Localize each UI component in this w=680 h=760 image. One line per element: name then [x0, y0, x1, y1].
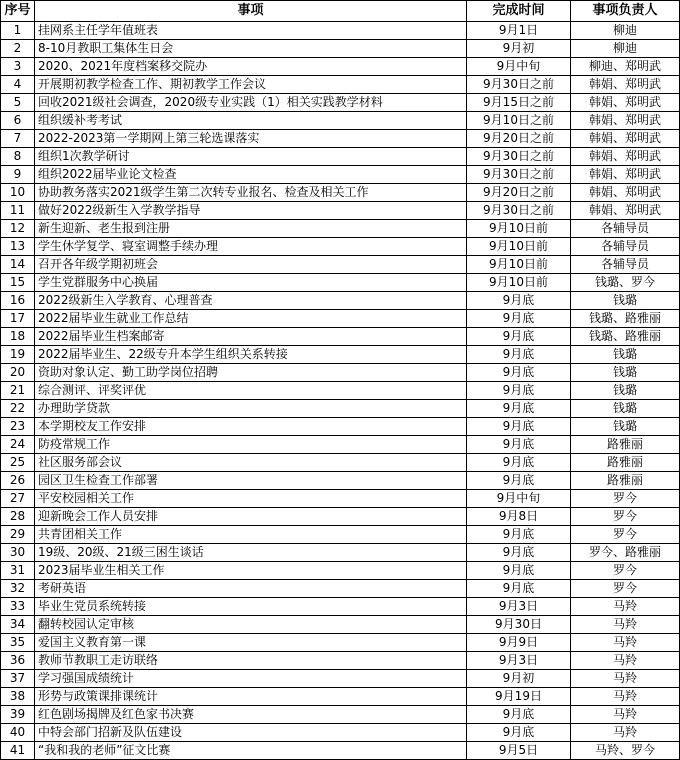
owner-cell: 路雅丽	[571, 472, 680, 490]
owner-cell: 路雅丽	[571, 436, 680, 454]
owner-cell: 马羚	[571, 724, 680, 742]
time-cell: 9月底	[467, 310, 571, 328]
header-owner: 事项负责人	[571, 1, 680, 22]
time-cell: 9月底	[467, 526, 571, 544]
item-cell: 爱国主义教育第一课	[35, 634, 467, 652]
no-cell: 10	[1, 184, 35, 202]
table-row	[1, 436, 680, 454]
table-row	[1, 184, 680, 202]
time-cell: 9月底	[467, 400, 571, 418]
table-row	[1, 724, 680, 742]
time-cell: 9月中旬	[467, 490, 571, 508]
time-cell: 9月底	[467, 382, 571, 400]
item-cell: 学生休学复学、寝室调整手续办理	[35, 238, 467, 256]
time-cell: 9月5日	[467, 742, 571, 760]
item-cell: 平安校园相关工作	[35, 490, 467, 508]
table-row	[1, 526, 680, 544]
item-cell: 2022届毕业生就业工作总结	[35, 310, 467, 328]
time-cell: 9月30日	[467, 616, 571, 634]
item-cell: 2020、2021年度档案移交院办	[35, 58, 467, 76]
item-cell: 回收2021级社会调查，2020级专业实践（1）相关实践教学材料	[35, 94, 467, 112]
time-cell: 9月9日	[467, 634, 571, 652]
owner-cell: 马羚	[571, 670, 680, 688]
time-cell: 9月底	[467, 292, 571, 310]
no-cell: 36	[1, 652, 35, 670]
item-cell: 2022届毕业生档案邮寄	[35, 328, 467, 346]
item-cell: 本学期校友工作安排	[35, 418, 467, 436]
item-cell: “我和我的老师”征文比赛	[35, 742, 467, 760]
no-cell: 18	[1, 328, 35, 346]
no-cell: 17	[1, 310, 35, 328]
table-row	[1, 652, 680, 670]
owner-cell: 各辅导员	[571, 256, 680, 274]
item-cell: 毕业生党员系统转接	[35, 598, 467, 616]
no-cell: 12	[1, 220, 35, 238]
header-item: 事项	[35, 1, 467, 22]
table-row	[1, 202, 680, 220]
time-cell: 9月15日之前	[467, 94, 571, 112]
item-cell: 2022级新生入学教育、心理普查	[35, 292, 467, 310]
table-body	[1, 22, 680, 760]
item-cell: 防疫常规工作	[35, 436, 467, 454]
owner-cell: 马羚	[571, 616, 680, 634]
time-cell: 9月8日	[467, 508, 571, 526]
item-cell: 资助对象认定、勤工助学岗位招聘	[35, 364, 467, 382]
time-cell: 9月10日前	[467, 220, 571, 238]
table-row	[1, 544, 680, 562]
item-cell: 学习强国成绩统计	[35, 670, 467, 688]
owner-cell: 韩娟、郑明武	[571, 76, 680, 94]
time-cell: 9月底	[467, 364, 571, 382]
owner-cell: 韩娟、郑明武	[571, 130, 680, 148]
owner-cell: 韩娟、郑明武	[571, 166, 680, 184]
time-cell: 9月30日之前	[467, 148, 571, 166]
owner-cell: 马羚	[571, 706, 680, 724]
no-cell: 29	[1, 526, 35, 544]
item-cell: 迎新晚会工作人员安排	[35, 508, 467, 526]
table-row	[1, 166, 680, 184]
no-cell: 20	[1, 364, 35, 382]
table-row	[1, 112, 680, 130]
no-cell: 32	[1, 580, 35, 598]
time-cell: 9月初	[467, 40, 571, 58]
table-row	[1, 490, 680, 508]
item-cell: 组织缓补考考试	[35, 112, 467, 130]
item-cell: 2022届毕业生、22级专升本学生组织关系转接	[35, 346, 467, 364]
time-cell: 9月20日之前	[467, 184, 571, 202]
time-cell: 9月底	[467, 346, 571, 364]
time-cell: 9月19日	[467, 688, 571, 706]
owner-cell: 钱璐	[571, 400, 680, 418]
table-row	[1, 634, 680, 652]
table-row	[1, 706, 680, 724]
no-cell: 22	[1, 400, 35, 418]
no-cell: 37	[1, 670, 35, 688]
owner-cell: 马羚	[571, 598, 680, 616]
owner-cell: 钱璐	[571, 364, 680, 382]
item-cell: 办理助学贷款	[35, 400, 467, 418]
no-cell: 24	[1, 436, 35, 454]
time-cell: 9月10日前	[467, 274, 571, 292]
item-cell: 综合测评、评奖评优	[35, 382, 467, 400]
item-cell: 2022-2023第一学期网上第三轮选课落实	[35, 130, 467, 148]
table-row	[1, 346, 680, 364]
item-cell: 2023届毕业生相关工作	[35, 562, 467, 580]
owner-cell: 马羚	[571, 634, 680, 652]
no-cell: 30	[1, 544, 35, 562]
table-row	[1, 238, 680, 256]
time-cell: 9月底	[467, 454, 571, 472]
item-cell: 社区服务部会议	[35, 454, 467, 472]
item-cell: 组织1次教学研讨	[35, 148, 467, 166]
table-row	[1, 58, 680, 76]
table-row	[1, 22, 680, 40]
no-cell: 8	[1, 148, 35, 166]
table-row	[1, 562, 680, 580]
item-cell: 形势与政策课排课统计	[35, 688, 467, 706]
no-cell: 41	[1, 742, 35, 760]
table-row	[1, 454, 680, 472]
owner-cell: 罗今	[571, 562, 680, 580]
item-cell: 共青团相关工作	[35, 526, 467, 544]
no-cell: 1	[1, 22, 35, 40]
item-cell: 翻转校园认定审核	[35, 616, 467, 634]
owner-cell: 柳迪	[571, 40, 680, 58]
table-row	[1, 256, 680, 274]
no-cell: 19	[1, 346, 35, 364]
owner-cell: 马羚、罗今	[571, 742, 680, 760]
item-cell: 开展期初教学检查工作、期初教学工作会议	[35, 76, 467, 94]
no-cell: 35	[1, 634, 35, 652]
no-cell: 2	[1, 40, 35, 58]
table-row	[1, 616, 680, 634]
table-row	[1, 364, 680, 382]
table-row	[1, 40, 680, 58]
time-cell: 9月30日之前	[467, 166, 571, 184]
time-cell: 9月3日	[467, 598, 571, 616]
item-cell: 教师节教职工走访联络	[35, 652, 467, 670]
time-cell: 9月10日之前	[467, 112, 571, 130]
owner-cell: 钱璐、路雅丽	[571, 328, 680, 346]
owner-cell: 钱璐	[571, 382, 680, 400]
time-cell: 9月初	[467, 670, 571, 688]
owner-cell: 钱璐、罗今	[571, 274, 680, 292]
table-row	[1, 580, 680, 598]
time-cell: 9月3日	[467, 652, 571, 670]
item-cell: 红色剧场揭牌及红色家书决赛	[35, 706, 467, 724]
table-row	[1, 220, 680, 238]
owner-cell: 韩娟、郑明武	[571, 202, 680, 220]
owner-cell: 马羚	[571, 652, 680, 670]
no-cell: 34	[1, 616, 35, 634]
item-cell: 考研英语	[35, 580, 467, 598]
owner-cell: 钱璐	[571, 292, 680, 310]
no-cell: 31	[1, 562, 35, 580]
time-cell: 9月底	[467, 472, 571, 490]
no-cell: 39	[1, 706, 35, 724]
no-cell: 15	[1, 274, 35, 292]
item-cell: 中特会部门招新及队伍建设	[35, 724, 467, 742]
table-row	[1, 328, 680, 346]
table-row	[1, 400, 680, 418]
no-cell: 14	[1, 256, 35, 274]
time-cell: 9月30日之前	[467, 76, 571, 94]
table-row	[1, 688, 680, 706]
time-cell: 9月10日前	[467, 256, 571, 274]
table-row	[1, 418, 680, 436]
time-cell: 9月底	[467, 328, 571, 346]
time-cell: 9月20日之前	[467, 130, 571, 148]
no-cell: 33	[1, 598, 35, 616]
owner-cell: 韩娟、郑明武	[571, 112, 680, 130]
no-cell: 3	[1, 58, 35, 76]
item-cell: 做好2022级新生入学教学指导	[35, 202, 467, 220]
no-cell: 26	[1, 472, 35, 490]
item-cell: 园区卫生检查工作部署	[35, 472, 467, 490]
owner-cell: 柳迪	[571, 22, 680, 40]
item-cell: 组织2022届毕业论文检查	[35, 166, 467, 184]
no-cell: 21	[1, 382, 35, 400]
no-cell: 5	[1, 94, 35, 112]
no-cell: 40	[1, 724, 35, 742]
table-row	[1, 472, 680, 490]
item-cell: 新生迎新、老生报到注册	[35, 220, 467, 238]
time-cell: 9月底	[467, 706, 571, 724]
time-cell: 9月底	[467, 724, 571, 742]
owner-cell: 韩娟、郑明武	[571, 94, 680, 112]
time-cell: 9月底	[467, 436, 571, 454]
no-cell: 27	[1, 490, 35, 508]
owner-cell: 罗今	[571, 508, 680, 526]
no-cell: 38	[1, 688, 35, 706]
table-row	[1, 292, 680, 310]
owner-cell: 罗今	[571, 580, 680, 598]
table-row	[1, 508, 680, 526]
owner-cell: 罗今	[571, 526, 680, 544]
time-cell: 9月30日之前	[467, 202, 571, 220]
table-row	[1, 94, 680, 112]
header-row	[1, 1, 680, 22]
time-cell: 9月中旬	[467, 58, 571, 76]
no-cell: 25	[1, 454, 35, 472]
table-row	[1, 382, 680, 400]
owner-cell: 路雅丽	[571, 454, 680, 472]
no-cell: 7	[1, 130, 35, 148]
table-row	[1, 130, 680, 148]
owner-cell: 罗今	[571, 490, 680, 508]
no-cell: 23	[1, 418, 35, 436]
owner-cell: 各辅导员	[571, 238, 680, 256]
no-cell: 11	[1, 202, 35, 220]
item-cell: 学生党群服务中心换届	[35, 274, 467, 292]
time-cell: 9月10日前	[467, 238, 571, 256]
no-cell: 9	[1, 166, 35, 184]
time-cell: 9月1日	[467, 22, 571, 40]
owner-cell: 罗今、路雅丽	[571, 544, 680, 562]
no-cell: 28	[1, 508, 35, 526]
item-cell: 8-10月教职工集体生日会	[35, 40, 467, 58]
no-cell: 16	[1, 292, 35, 310]
no-cell: 13	[1, 238, 35, 256]
time-cell: 9月底	[467, 562, 571, 580]
header-no: 序号	[1, 1, 35, 22]
table-row	[1, 670, 680, 688]
owner-cell: 各辅导员	[571, 220, 680, 238]
header-time: 完成时间	[467, 1, 571, 22]
owner-cell: 韩娟、郑明武	[571, 148, 680, 166]
no-cell: 4	[1, 76, 35, 94]
owner-cell: 柳迪、郑明武	[571, 58, 680, 76]
table-row	[1, 310, 680, 328]
owner-cell: 马羚	[571, 688, 680, 706]
time-cell: 9月底	[467, 418, 571, 436]
owner-cell: 钱璐、路雅丽	[571, 310, 680, 328]
table-row	[1, 598, 680, 616]
item-cell: 挂网系主任学年值班表	[35, 22, 467, 40]
time-cell: 9月底	[467, 544, 571, 562]
table-row	[1, 76, 680, 94]
owner-cell: 钱璐	[571, 418, 680, 436]
item-cell: 协助教务落实2021级学生第二次转专业报名、检查及相关工作	[35, 184, 467, 202]
table-row	[1, 148, 680, 166]
item-cell: 19级、20级、21级三困生谈话	[35, 544, 467, 562]
item-cell: 召开各年级学期初班会	[35, 256, 467, 274]
owner-cell: 钱璐	[571, 346, 680, 364]
owner-cell: 韩娟、郑明武	[571, 184, 680, 202]
table-row	[1, 274, 680, 292]
time-cell: 9月底	[467, 580, 571, 598]
no-cell: 6	[1, 112, 35, 130]
